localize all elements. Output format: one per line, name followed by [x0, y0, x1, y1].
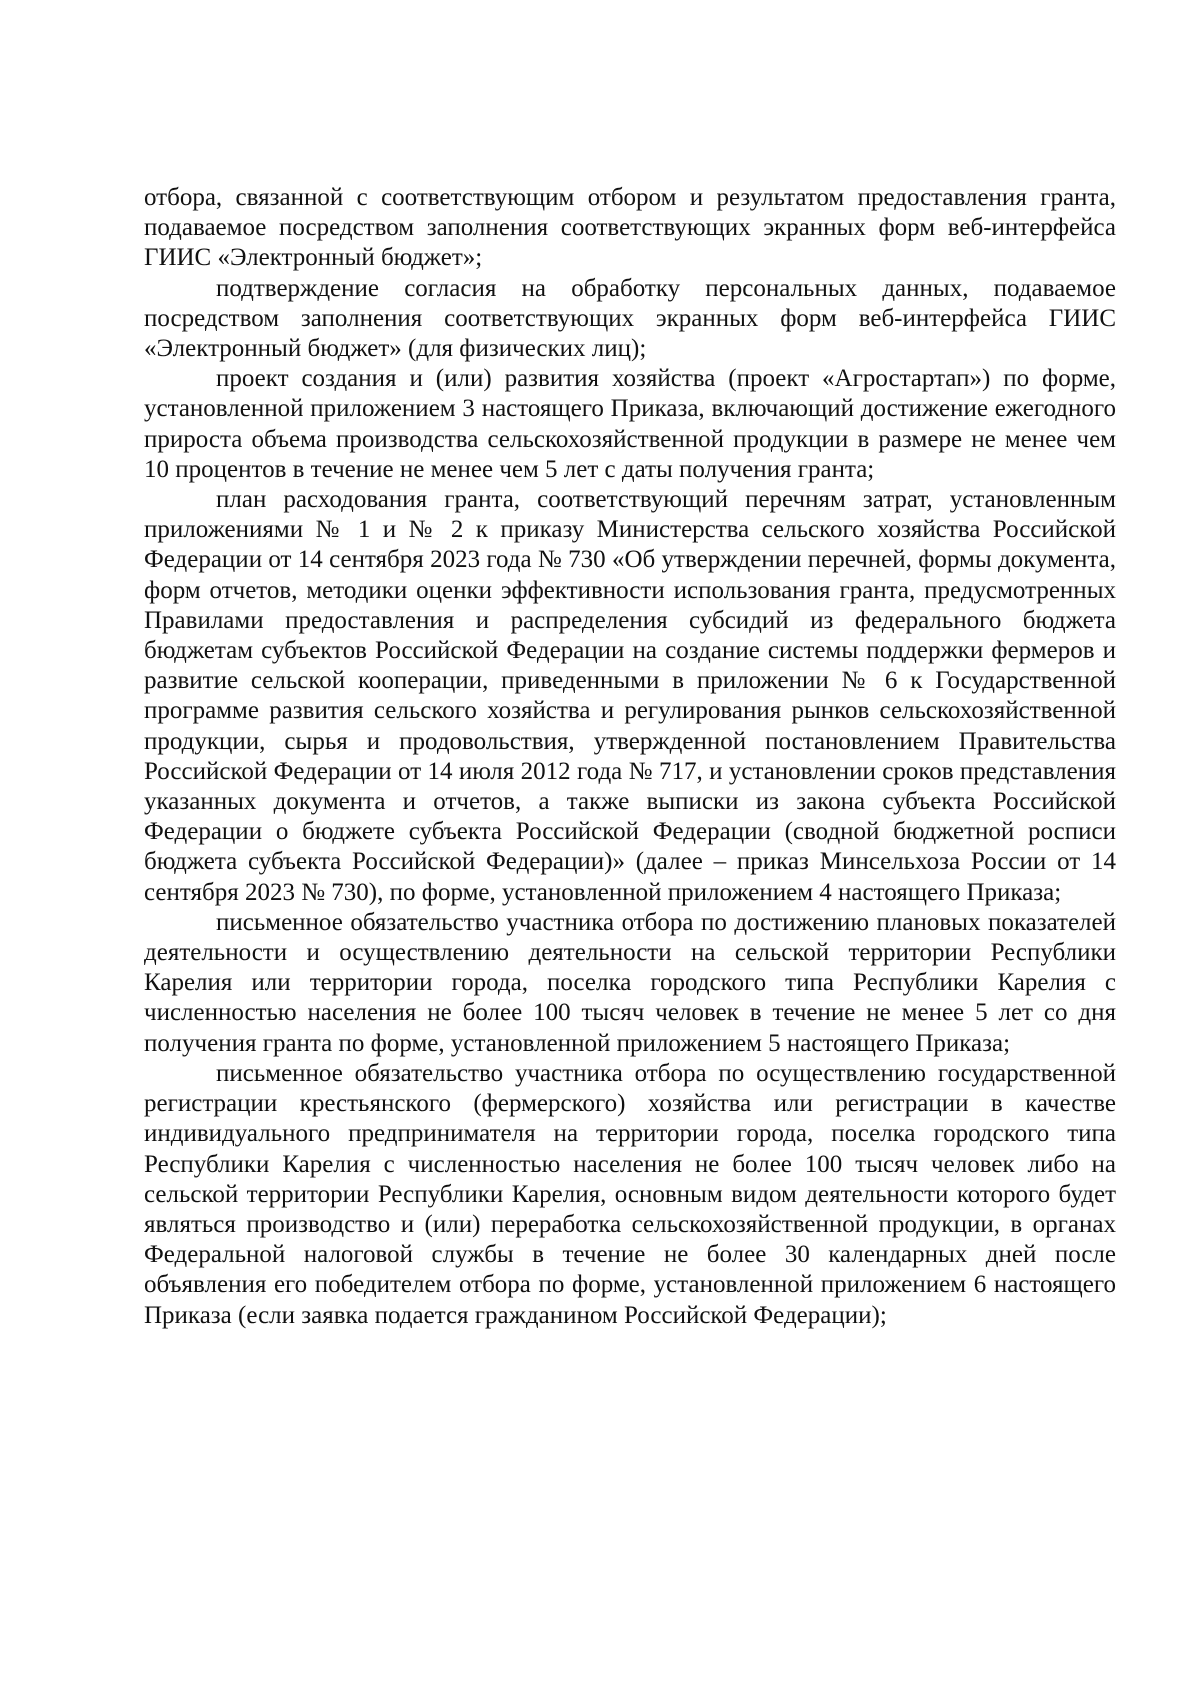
paragraph-continuation: отбора, связанной с соответствующим отбором и результатом предоставления гранта, подаваемое посредством заполнения соответствующих экранных форм веб-интерфейса ГИИС «Электронный бюджет»;: [144, 184, 1116, 272]
document-page: [144, 183, 1116, 1331]
paragraph-personal-data-consent: подтверждение согласия на обработку персональных данных, подаваемое посредством заполнения соответствующих экранных форм веб-интерфейса ГИИС «Электронный бюджет» (для физических лиц);: [144, 274, 1116, 363]
paragraph-agrostartup-project: проект создания и (или) развития хозяйства (проект «Агростартап») по форме, установленной приложением 3 настоящего Приказа, включающий достижение ежегодного прироста объема производства сельскохозяйственной продукции в размере не менее чем 10 процентов в течение не менее чем 5 лет с даты получения гранта;: [144, 365, 1116, 483]
paragraph-performance-obligation: письменное обязательство участника отбора по достижению плановых показателей деятельности и осуществлению деятельности на сельской территории Республики Карелия или территории города, поселка городского типа Республики Карелия с численностью населения не более 100 тысяч человек в течение не менее 5 лет со дня получения гранта по форме, установленной приложением 5 настоящего Приказа;: [144, 908, 1116, 1057]
paragraph-registration-obligation: письменное обязательство участника отбора по осуществлению государственной регистрации крестьянского (фермерского) хозяйства или регистрации в качестве индивидуального предпринимателя на территории города, поселка городского типа Республики Карелия с численностью населения не более 100 тысяч человек либо на сельской территории Республики Карелия, основным видом деятельности которого будет являться производство и (или) переработка сельскохозяйственной продукции, в органах Федеральной налоговой службы в течение не более 30 календарных дней после объявления его победителем отбора по форме, установленной приложением 6 настоящего Приказа (если заявка подается гражданином Российской Федерации);: [144, 1059, 1116, 1329]
paragraph-grant-spending-plan: план расходования гранта, соответствующий перечням затрат, установленным приложениями № 1 и № 2 к приказу Министерства сельского хозяйства Российской Федерации от 14 сентября 2023 года № 730 «Об утверждении перечней, формы документа, форм отчетов, методики оценки эффективности использования гранта, предусмотренных Правилами предоставления и распределения субсидий из федерального бюджета бюджетам субъектов Российской Федерации на создание системы поддержки фермеров и развитие сельской кооперации, приведенными в приложении № 6 к Государственной программе развития сельского хозяйства и регулирования рынков сельскохозяйственной продукции, сырья и продовольствия, утвержденной постановлением Правительства Российской Федерации от 14 июля 2012 года № 717, и установлении сроков представления указанных документа и отчетов, а также выписки из закона субъекта Российской Федерации о бюджете субъекта Российской Федерации (сводной бюджетной росписи бюджета субъекта Российской Федерации)» (далее – приказ Минсельхоза России от 14 сентября 2023 № 730), по форме, установленной приложением 4 настоящего Приказа;: [144, 486, 1116, 906]
